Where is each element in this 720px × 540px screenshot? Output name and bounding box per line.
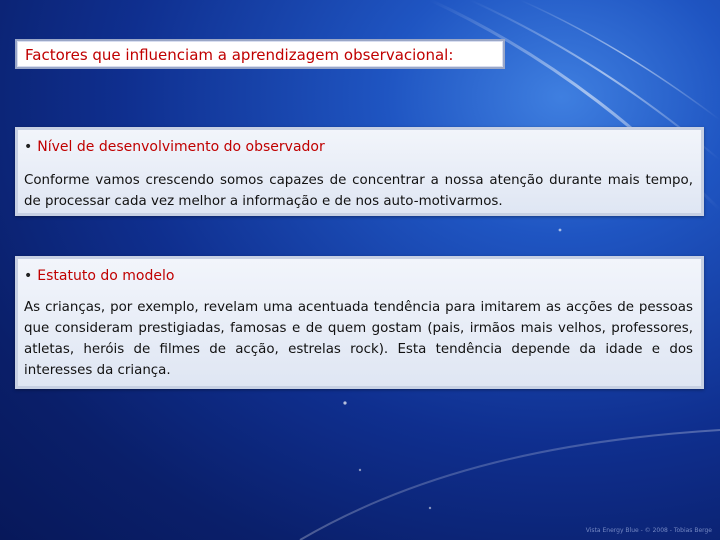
section-body-development: Conforme vamos crescendo somos capazes de concentrar a nossa atenção durante mais tempo, de processar cada vez melhor a informação e de nos auto-motivarmos.	[24, 173, 693, 209]
bullet-icon: •	[24, 139, 33, 155]
bullet-icon: •	[24, 268, 33, 284]
section-heading-development	[24, 139, 325, 155]
section-body-model-status: As crianças, por exemplo, revelam uma acentuada tendência para imitarem as acções de pessoas que consideram prestigiadas, famosas e de quem gostam (pais, irmãos mais velhos, professores, atletas, heróis de filmes de acção, estrelas rock). Esta tendência depende da idade e dos interesses da criança.	[24, 300, 693, 378]
slide-title: Factores que influenciam a aprendizagem observacional:	[25, 46, 454, 64]
theme-credit: Vista Energy Blue - © 2008 - Tobias Berge	[585, 527, 712, 534]
section-heading-model-status	[24, 268, 174, 284]
section-card-model-status	[15, 256, 704, 389]
slide-title-box	[15, 39, 505, 69]
section-card-development	[15, 127, 704, 216]
section-heading-text: Nível de desenvolvimento do observador	[37, 139, 325, 155]
section-heading-text: Estatuto do modelo	[37, 268, 175, 284]
